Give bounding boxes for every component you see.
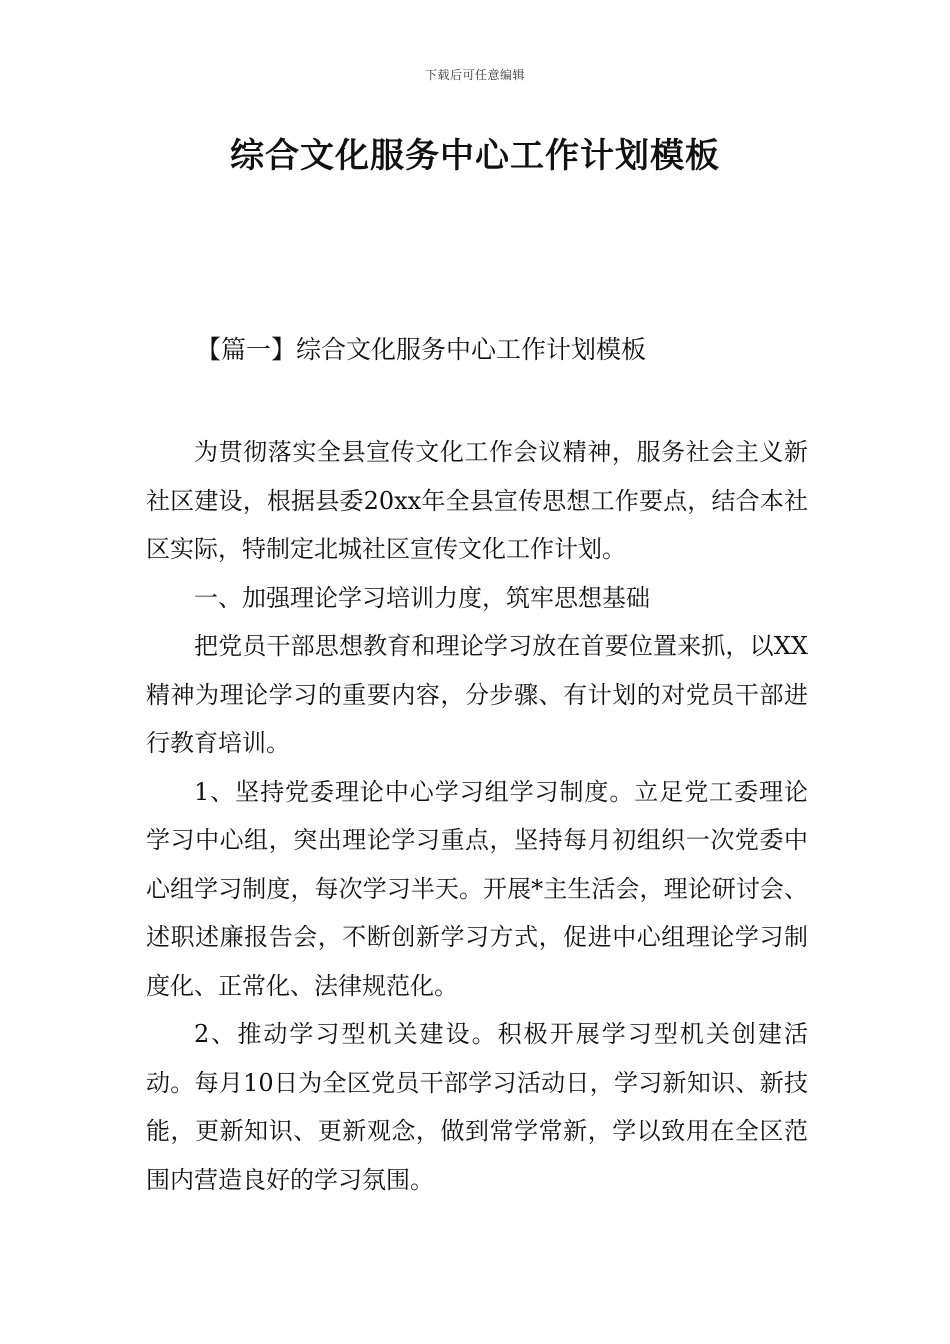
section-title: 【篇一】综合文化服务中心工作计划模板 — [196, 335, 647, 364]
document-body — [146, 428, 808, 1204]
document-title: 综合文化服务中心工作计划模板 — [230, 136, 720, 176]
paragraph-intro: 为贯彻落实全县宣传文化工作会议精神，服务社会主义新社区建设，根据县委20xx年全县宣传思想工作要点，结合本社区实际，特制定北城社区宣传文化工作计划。 — [146, 438, 808, 563]
paragraph-education: 把党员干部思想教育和理论学习放在首要位置来抓，以XX精神为理论学习的重要内容，分步骤、有计划的对党员干部进行教育培训。 — [146, 632, 808, 757]
header-note: 下载后可任意编辑 — [424, 68, 525, 82]
paragraph-item-2: 2、推动学习型机关建设。积极开展学习型机关创建活动。每月10日为全区党员干部学习活动日，学习新知识、新技能，更新知识、更新观念，做到常学常新，学以致用在全区范围内营造良好的学习氛围。 — [146, 1020, 808, 1194]
paragraph-heading-one: 一、加强理论学习培训力度，筑牢思想基础 — [194, 583, 650, 612]
paragraph-item-1: 1、坚持党委理论中心学习组学习制度。立足党工委理论学习中心组，突出理论学习重点，坚持每月初组织一次党委中心组学习制度，每次学习半天。开展*主生活会，理论研讨会、述职述廉报告会，不断创新学习方式，促进中心组理论学习制度化、正常化、法律规范化。 — [146, 777, 808, 1000]
